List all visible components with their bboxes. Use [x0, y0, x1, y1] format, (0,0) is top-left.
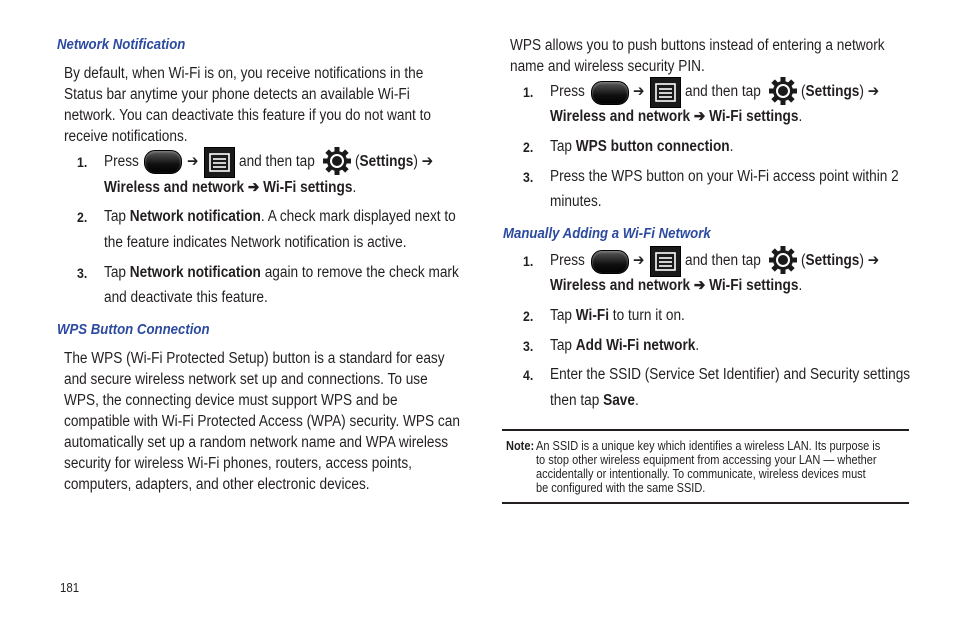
home-key-icon — [591, 81, 629, 105]
menu-key-icon — [650, 77, 681, 108]
step-text: Wireless and network ➔ Wi-Fi settings. — [550, 108, 803, 125]
note-bottom-rule — [502, 502, 909, 504]
step-text: (Settings) ➔ — [801, 83, 880, 100]
text-line: name and wireless security PIN. — [510, 58, 705, 75]
step-text: and deactivate this feature. — [104, 289, 268, 306]
text-line: WPS, the connecting device must support WPS and be — [64, 392, 398, 409]
step-text: Press — [550, 252, 585, 269]
home-key-icon — [591, 250, 629, 274]
step-text: then tap Save. — [550, 392, 639, 409]
step-number: 1. — [523, 84, 534, 100]
arrow: ➔ — [633, 252, 645, 269]
text-line: be configured with the same SSID. — [536, 481, 706, 495]
step-number: 2. — [77, 209, 88, 225]
menu-key-icon — [650, 246, 681, 277]
step-text: Press — [104, 153, 139, 170]
step-number: 3. — [523, 338, 534, 354]
note-top-rule — [502, 429, 909, 431]
text-line: WPS allows you to push buttons instead of entering a network — [510, 37, 885, 54]
text-line: compatible with Wi-Fi Protected Access (WPA) security. WPS can — [64, 413, 460, 430]
note-text — [536, 439, 880, 495]
text-line: The WPS (Wi-Fi Protected Setup) button is a standard for easy — [64, 350, 445, 367]
step-text: Tap Network notification again to remove the check mark — [104, 264, 459, 281]
text-line: to stop other wireless equipment from accessing your LAN — whether — [536, 453, 877, 467]
step-text: Wireless and network ➔ Wi-Fi settings. — [104, 179, 357, 196]
step-text: Wireless and network ➔ Wi-Fi settings. — [550, 277, 803, 294]
step-number: 3. — [77, 265, 88, 281]
heading-manually-adding: Manually Adding a Wi-Fi Network — [503, 225, 711, 242]
step-number: 2. — [523, 308, 534, 324]
arrow: ➔ — [633, 83, 645, 100]
text-line: network. You can deactivate this feature if you do not want to — [64, 107, 432, 124]
step-text: Tap Wi-Fi to turn it on. — [550, 307, 685, 324]
paragraph-network-notification — [64, 63, 431, 147]
step-text: minutes. — [550, 193, 602, 210]
heading-wps-button-connection: WPS Button Connection — [57, 321, 210, 338]
note-label: Note: — [506, 439, 535, 453]
home-key-icon — [144, 150, 182, 174]
text-line: security for wireless Wi-Fi phones, routers, access points, — [64, 455, 412, 472]
text-line: automatically set up a random network name and WPA wireless — [64, 434, 449, 451]
text-line: and secure wireless network set up and connections. To use — [64, 371, 428, 388]
step-number: 1. — [523, 253, 534, 269]
paragraph-wps-allows — [510, 35, 885, 77]
step-text: and then tap — [239, 153, 315, 170]
text-line: accidentally or intentionally. To communicate, wireless devices must — [536, 467, 866, 481]
page-number: 181 — [60, 580, 80, 595]
step-text: and then tap — [685, 252, 761, 269]
step-text: the feature indicates Network notification is active. — [104, 234, 407, 251]
settings-gear-icon — [768, 245, 798, 275]
step-number: 3. — [523, 169, 534, 185]
step-text: and then tap — [685, 83, 761, 100]
text-line: By default, when Wi-Fi is on, you receive notifications in the — [64, 65, 424, 82]
settings-gear-icon — [322, 146, 352, 176]
step-text: Press the WPS button on your Wi-Fi access point within 2 — [550, 168, 899, 185]
step-number: 1. — [77, 154, 88, 170]
step-text: Tap WPS button connection. — [550, 138, 734, 155]
text-line: Status bar anytime your phone detects an available Wi-Fi — [64, 86, 410, 103]
step-text: Press — [550, 83, 585, 100]
step-text: (Settings) ➔ — [801, 252, 880, 269]
paragraph-wps — [64, 348, 460, 495]
settings-gear-icon — [768, 76, 798, 106]
arrow: ➔ — [187, 153, 199, 170]
text-line: computers, adapters, and other electronic devices. — [64, 476, 370, 493]
step-text: Tap Network notification. A check mark displayed next to — [104, 208, 456, 225]
heading-network-notification: Network Notification — [57, 36, 186, 53]
text-line: receive notifications. — [64, 128, 188, 145]
step-text: Tap Add Wi-Fi network. — [550, 337, 700, 354]
step-number: 2. — [523, 139, 534, 155]
text-line: An SSID is a unique key which identifies a wireless LAN. Its purpose is — [536, 439, 881, 453]
step-text: (Settings) ➔ — [355, 153, 434, 170]
menu-key-icon — [204, 147, 235, 178]
step-text: Enter the SSID (Service Set Identifier) and Security settings — [550, 366, 911, 383]
step-number: 4. — [523, 367, 534, 383]
